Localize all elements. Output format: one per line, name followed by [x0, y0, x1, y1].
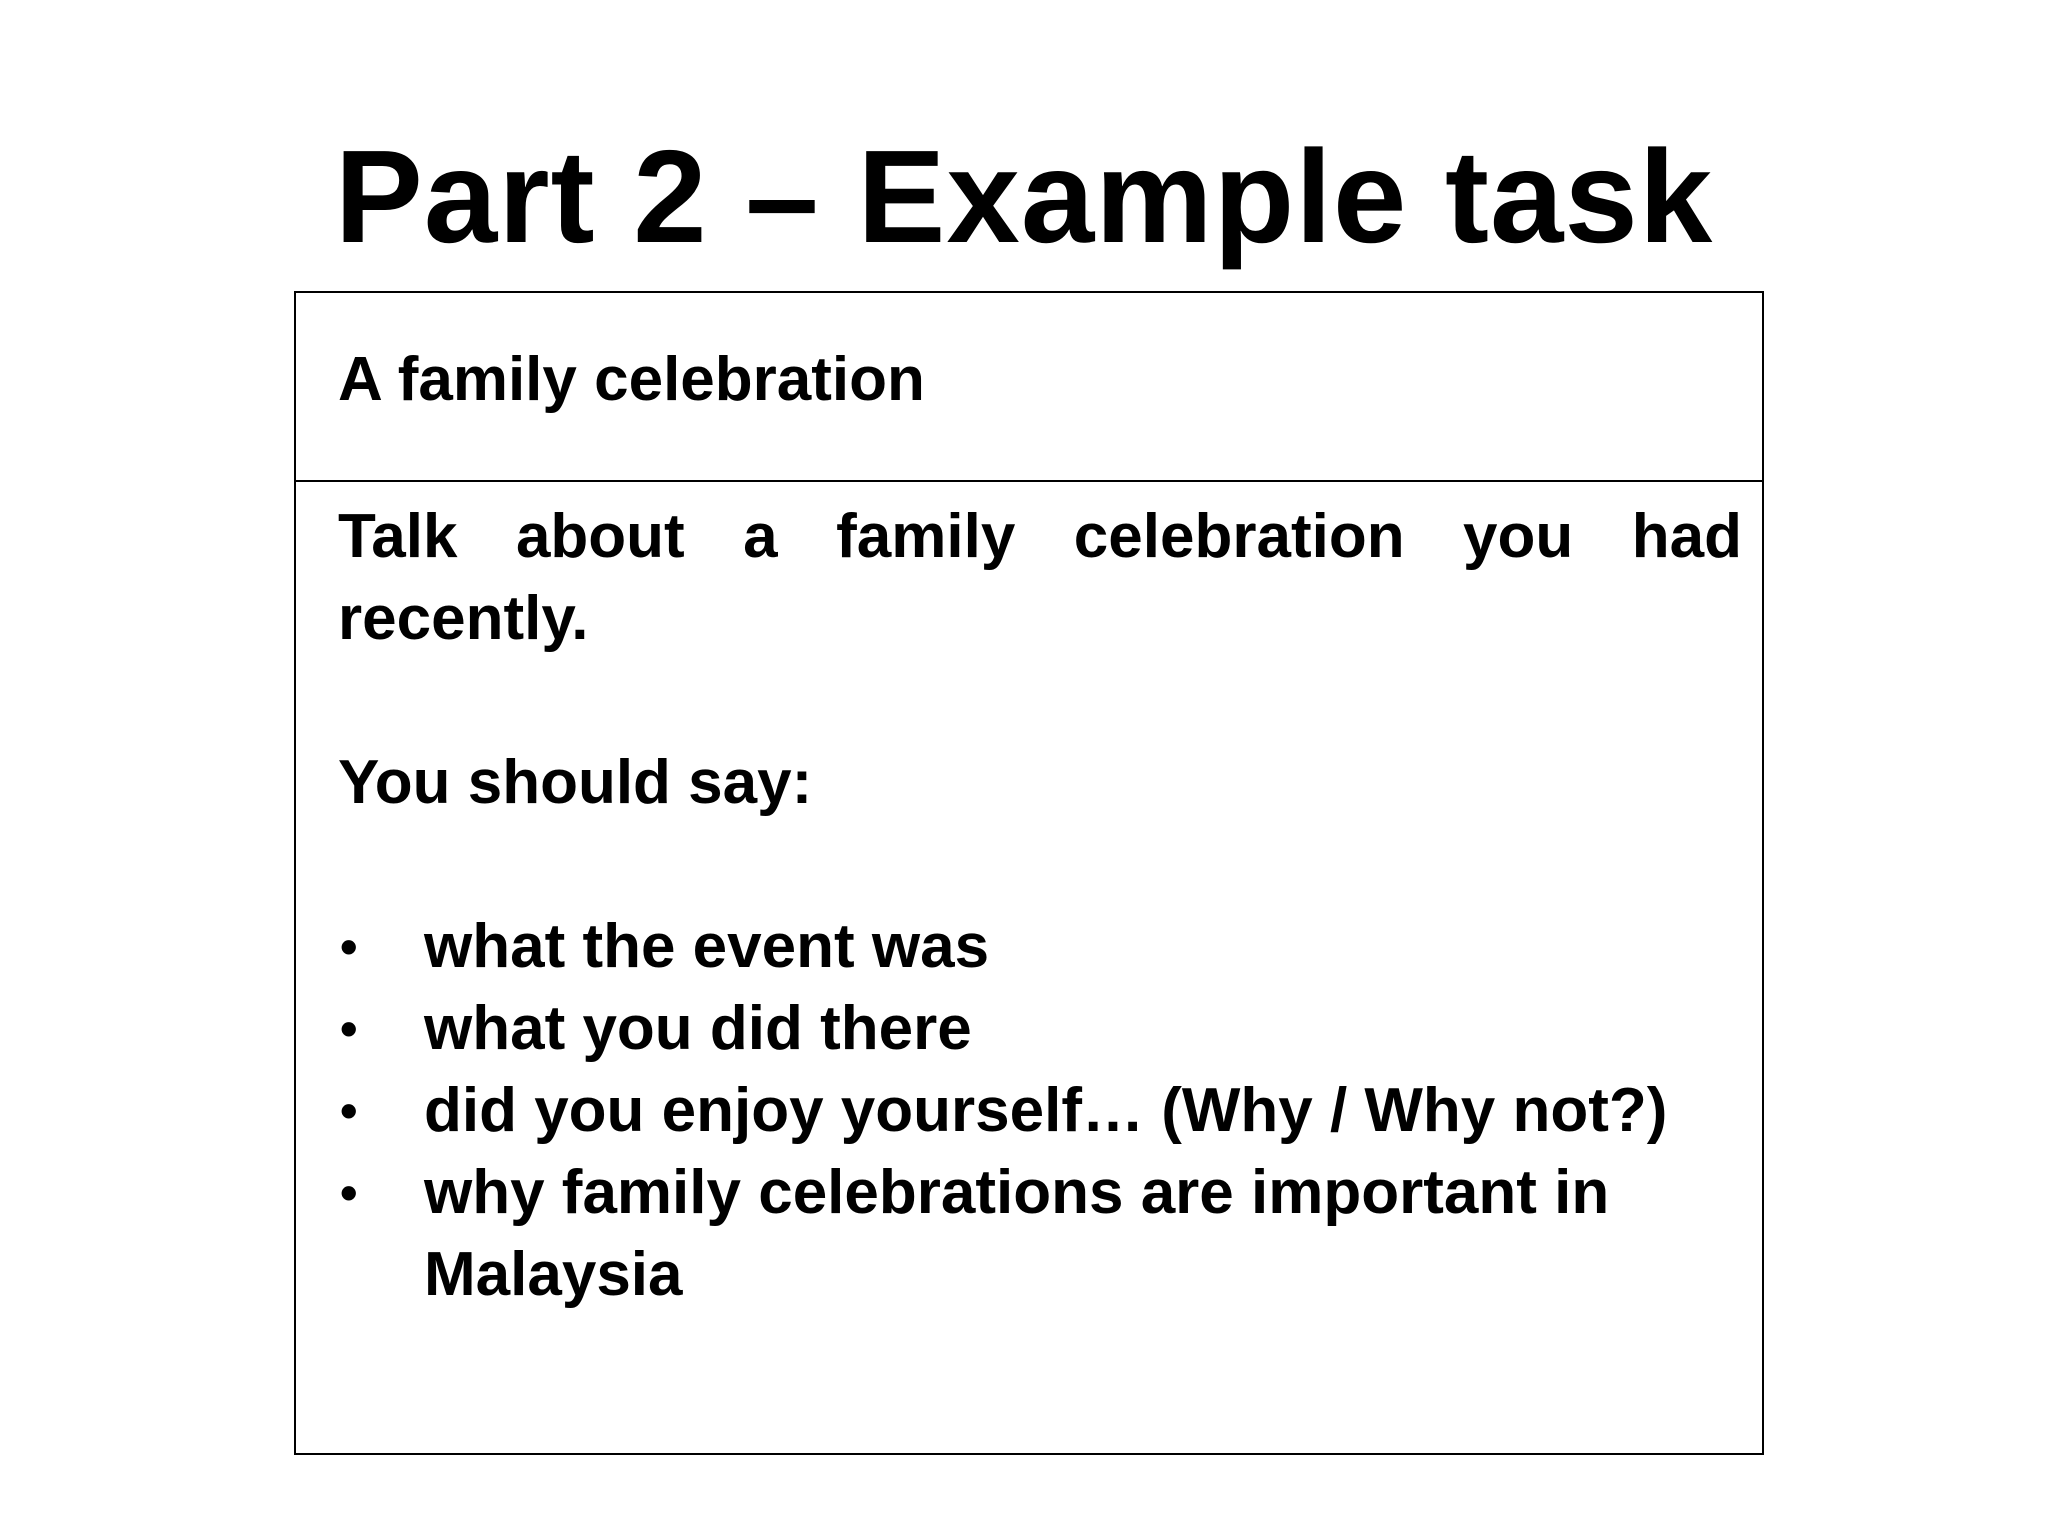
- bullet-icon: •: [340, 1001, 358, 1057]
- slide-title: Part 2 – Example task: [334, 123, 1714, 270]
- task-heading-cell: [296, 293, 1762, 482]
- talking-point-text: what you did there: [424, 994, 972, 1063]
- bullet-icon: •: [340, 919, 358, 975]
- talking-point: [338, 988, 1742, 1070]
- talking-point-text: what the event was: [424, 912, 990, 981]
- task-heading: A family celebration: [338, 345, 925, 414]
- bullet-icon: •: [340, 1165, 358, 1221]
- talking-point-text: did you enjoy yourself… (Why / Why not?): [424, 1076, 1668, 1145]
- talking-point: [338, 906, 1742, 988]
- task-body: [296, 482, 1762, 1316]
- talking-points-list: [338, 906, 1742, 1316]
- task-card: [294, 291, 1764, 1455]
- task-prompt: Talk about a family celebration you had recently.: [338, 502, 1742, 653]
- talking-point: [338, 1070, 1742, 1152]
- talking-point-text: why family celebrations are important in Malaysia: [424, 1158, 1610, 1309]
- bullet-icon: •: [340, 1083, 358, 1139]
- task-instruction: You should say:: [338, 748, 813, 817]
- talking-point: [338, 1152, 1742, 1316]
